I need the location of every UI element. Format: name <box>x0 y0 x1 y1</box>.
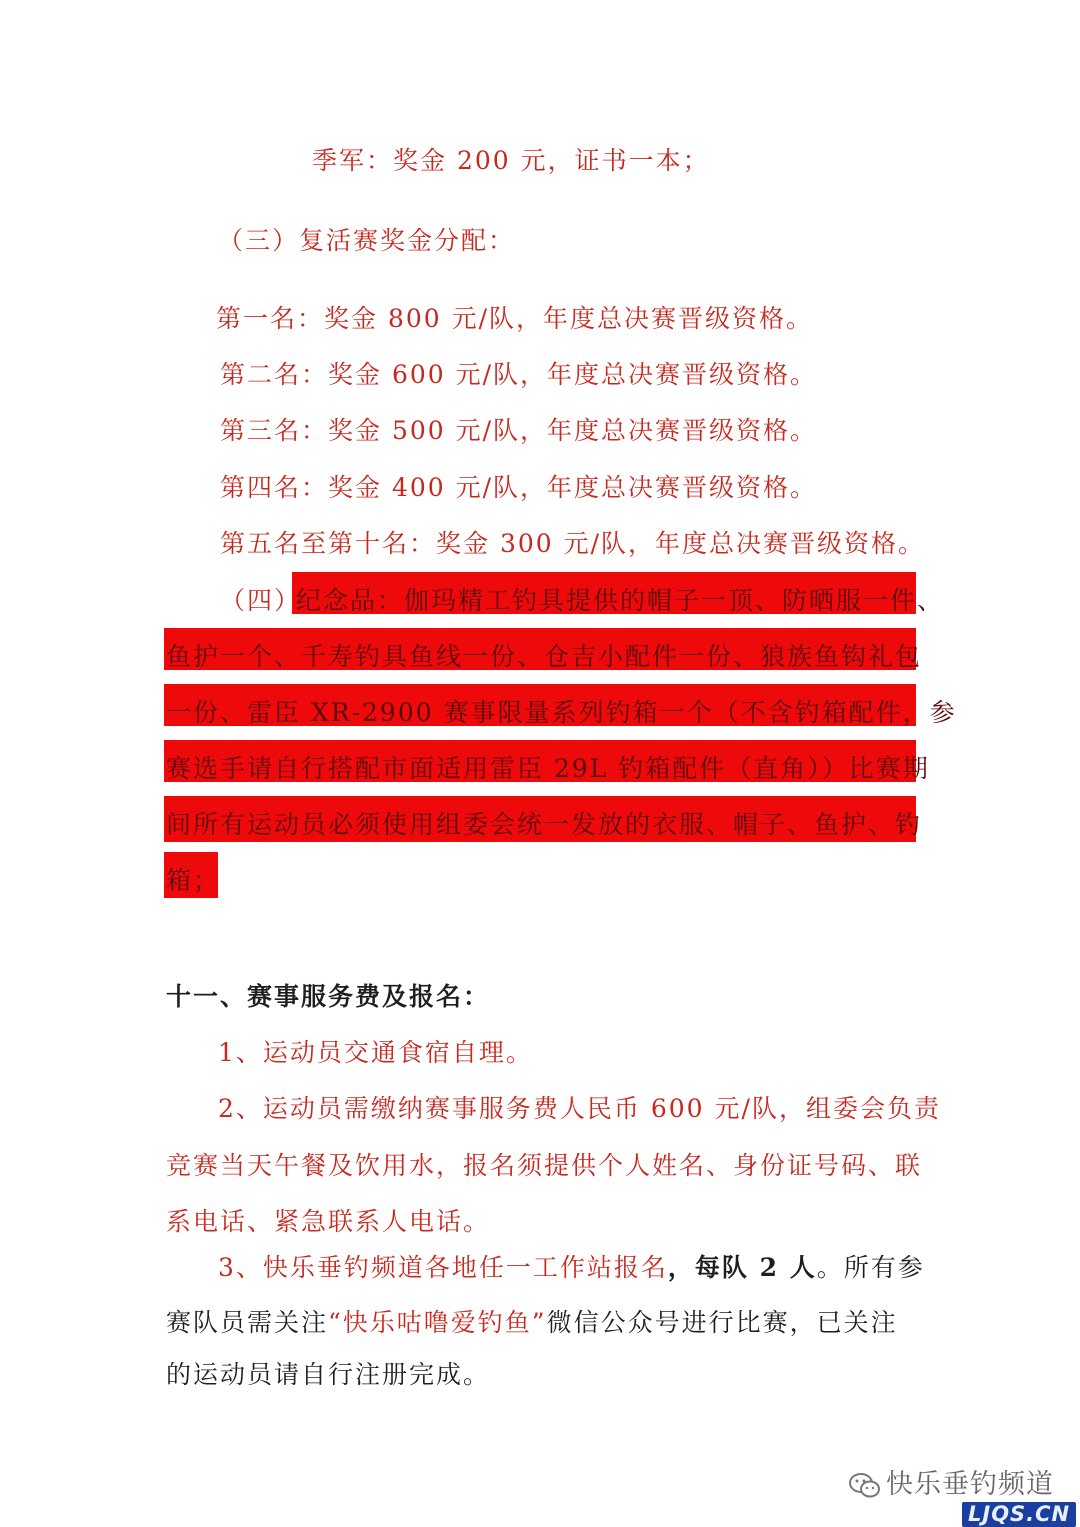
section-11-item-3-line-3: 的运动员请自行注册完成。 <box>166 1360 491 1389</box>
section-11-heading: 十一、赛事服务费及报名： <box>166 982 491 1011</box>
section-11-item-1: 1、运动员交通食宿自理。 <box>218 1038 533 1067</box>
revival-prize-1: 第一名：奖金 800 元/队，年度总决赛晋级资格。 <box>216 304 814 333</box>
item-3-text-a: 3、快乐垂钓频道各地任一工作站报名 <box>218 1253 668 1282</box>
item-3-line-2-a: 赛队员需关注 <box>166 1308 329 1337</box>
item-3-line-2-b: 微信公众号进行比赛，已关注 <box>546 1308 898 1337</box>
channel-name: 快乐垂钓频道 <box>886 1469 1054 1500</box>
wechat-icon <box>848 1472 882 1500</box>
souvenir-line-5: 间所有运动员必须使用组委会统一发放的衣服、帽子、鱼护、钓 <box>166 810 923 839</box>
souvenir-line-6: 箱； <box>166 866 221 895</box>
section-11-item-2-line-1: 2、运动员需缴纳赛事服务费人民币 600 元/队，组委会负责 <box>218 1094 941 1123</box>
section-11-item-3-line-1 <box>218 1251 925 1285</box>
revival-prize-3: 第三名：奖金 500 元/队，年度总决赛晋级资格。 <box>220 416 818 445</box>
souvenir-line-2: 鱼护一个、千寿钓具鱼线一份、仓吉小配件一份、狼族鱼钩礼包 <box>166 642 923 671</box>
souvenir-line-4: 赛选手请自行搭配市面适用雷臣 29L 钓箱配件（直角））比赛期 <box>166 754 930 783</box>
section-11-item-2-line-2: 竞赛当天午餐及饮用水，报名须提供个人姓名、身份证号码、联 <box>166 1151 923 1180</box>
item-3-team-size: ，每队 2 人 <box>667 1253 817 1282</box>
channel-watermark <box>848 1462 1054 1501</box>
souvenir-line-1: 纪念品：伽玛精工钓具提供的帽子一顶、防晒服一件、 <box>296 586 945 615</box>
revival-section-title: （三）复活赛奖金分配： <box>218 226 516 255</box>
item-3-text-c: 。所有参 <box>816 1253 925 1282</box>
site-logo: LJQS.CN <box>962 1502 1076 1527</box>
third-place-line: 季军：奖金 200 元，证书一本； <box>312 146 710 175</box>
section-11-item-2-line-3: 系电话、紧急联系人电话。 <box>166 1207 491 1236</box>
souvenir-prefix: （四） <box>220 586 302 615</box>
revival-prize-4: 第四名：奖金 400 元/队，年度总决赛晋级资格。 <box>220 473 818 502</box>
souvenir-line-3: 一份、雷臣 XR-2900 赛事限量系列钓箱一个（不含钓箱配件，参 <box>166 698 957 727</box>
wechat-account-name: “快乐咕噜爱钓鱼” <box>328 1308 547 1337</box>
revival-prize-5-10: 第五名至第十名：奖金 300 元/队，年度总决赛晋级资格。 <box>220 529 926 558</box>
revival-prize-2: 第二名：奖金 600 元/队，年度总决赛晋级资格。 <box>220 360 818 389</box>
section-11-item-3-line-2 <box>166 1306 898 1340</box>
